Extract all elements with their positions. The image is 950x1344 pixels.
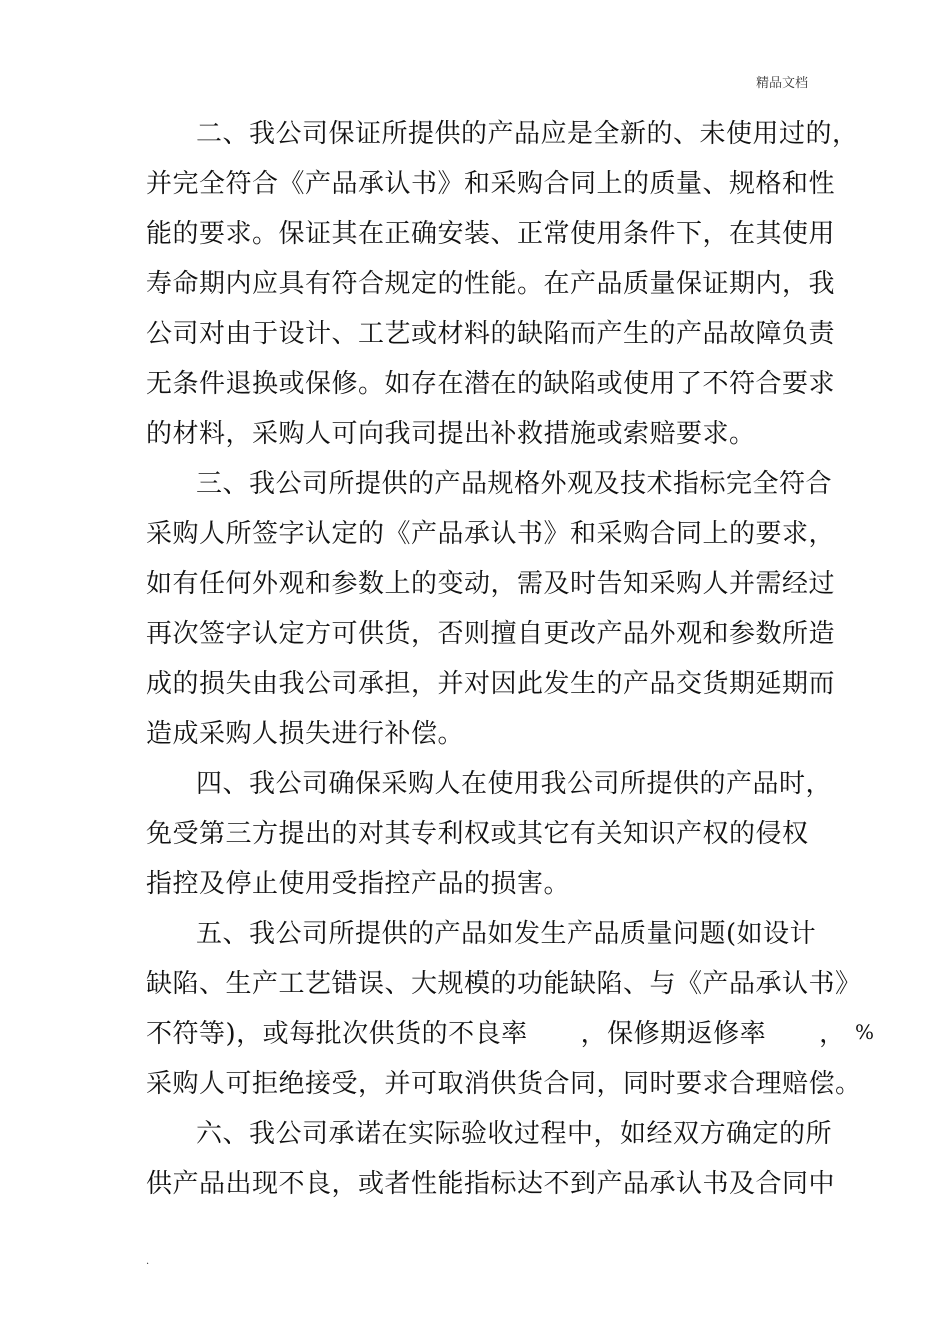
paragraph-2-line-1: 二、我公司保证所提供的产品应是全新的、未使用过的， [196, 119, 859, 149]
paragraph-5-line-1: 五、我公司所提供的产品如发生产品质量问题(如设计 [196, 919, 817, 949]
paragraph-4-line-1: 四、我公司确保采购人在使用我公司所提供的产品时， [196, 769, 833, 799]
paragraph-3-line-1: 三、我公司所提供的产品规格外观及技术指标完全符合 [196, 469, 833, 499]
paragraph-2-line-7: 的材料，采购人可向我司提出补救措施或索赔要求。 [146, 419, 756, 449]
paragraph-5-line-3: 不符等)，或每批次供货的不良率 ，保修期返修率 ， [146, 1019, 846, 1049]
footer-mark: . [146, 1256, 150, 1267]
paragraph-3-line-6: 造成采购人损失进行补偿。 [146, 719, 465, 749]
paragraph-3-line-4: 再次签字认定方可供货，否则擅自更改产品外观和参数所造 [146, 619, 836, 649]
paragraph-3-line-3: 如有任何外观和参数上的变动，需及时告知采购人并需经过 [146, 569, 836, 599]
paragraph-5-line-4: 采购人可拒绝接受，并可取消供货合同，同时要求合理赔偿。 [146, 1069, 862, 1099]
paragraph-4-line-2: 免受第三方提出的对其专利权或其它有关知识产权的侵权 [146, 819, 809, 849]
paragraph-2-line-4: 寿命期内应具有符合规定的性能。在产品质量保证期内，我 [146, 269, 836, 299]
paragraph-3-line-5: 成的损失由我公司承担，并对因此发生的产品交货期延期而 [146, 669, 836, 699]
paragraph-2-line-2: 并完全符合《产品承认书》和采购合同上的质量、规格和性 [146, 169, 836, 199]
paragraph-2-line-3: 能的要求。保证其在正确安装、正常使用条件下，在其使用 [146, 219, 836, 249]
paragraph-3-line-2: 采购人所签字认定的《产品承认书》和采购合同上的要求， [146, 519, 836, 549]
paragraph-5-line-2: 缺陷、生产工艺错误、大规模的功能缺陷、与《产品承认书》 [146, 969, 862, 999]
paragraph-2-line-5: 公司对由于设计、工艺或材料的缺陷而产生的产品故障负责 [146, 319, 836, 349]
paragraph-4-line-3: 指控及停止使用受指控产品的损害。 [146, 869, 571, 899]
paragraph-6-line-1: 六、我公司承诺在实际验收过程中，如经双方确定的所 [196, 1119, 833, 1149]
paragraph-2-line-6: 无条件退换或保修。如存在潜在的缺陷或使用了不符合要求 [146, 369, 836, 399]
percent-symbol: % [855, 1020, 875, 1044]
page-header-label: 精品文档 [755, 76, 808, 91]
paragraph-6-line-2: 供产品出现不良，或者性能指标达不到产品承认书及合同中 [146, 1169, 836, 1199]
